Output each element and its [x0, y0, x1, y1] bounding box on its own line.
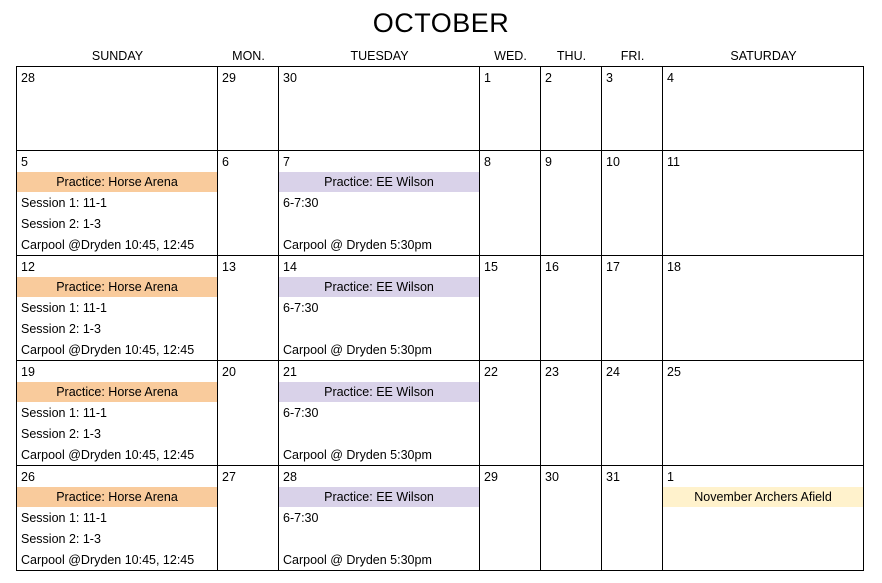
- day-number: 12: [21, 260, 35, 274]
- day-cell[interactable]: [663, 151, 864, 256]
- day-number: 30: [283, 71, 297, 85]
- event-horse-arena[interactable]: Practice: Horse Arena: [17, 487, 217, 507]
- day-cell[interactable]: [17, 361, 218, 466]
- event-horse-arena[interactable]: Practice: Horse Arena: [17, 172, 217, 192]
- day-cell[interactable]: [218, 67, 279, 151]
- carpool-text: Carpool @ Dryden 5:30pm: [283, 343, 432, 357]
- header-friday: FRI.: [620, 49, 645, 63]
- header-sunday: SUNDAY: [91, 49, 144, 63]
- event-ee-wilson[interactable]: Practice: EE Wilson: [279, 487, 479, 507]
- carpool-text: Carpool @ Dryden 5:30pm: [283, 448, 432, 462]
- day-cell[interactable]: [218, 361, 279, 466]
- carpool-text: Carpool @ Dryden 5:30pm: [283, 553, 432, 567]
- day-cell[interactable]: [541, 151, 602, 256]
- day-cell[interactable]: [279, 256, 480, 361]
- day-cell[interactable]: [541, 361, 602, 466]
- day-number: 1: [484, 71, 491, 85]
- day-number: 25: [667, 365, 681, 379]
- practice-time-text: 6-7:30: [283, 196, 319, 210]
- day-number: 16: [545, 260, 559, 274]
- day-cell[interactable]: [663, 361, 864, 466]
- session-1-text: Session 1: 11-1: [21, 511, 107, 525]
- week-row: [17, 151, 864, 256]
- day-cell[interactable]: [279, 151, 480, 256]
- day-cell[interactable]: [480, 67, 541, 151]
- session-2-text: Session 2: 1-3: [21, 532, 101, 546]
- day-cell[interactable]: [480, 466, 541, 571]
- day-number: 28: [283, 470, 297, 484]
- day-number: 10: [606, 155, 620, 169]
- day-number: 8: [484, 155, 491, 169]
- day-cell[interactable]: [541, 466, 602, 571]
- session-2-text: Session 2: 1-3: [21, 427, 101, 441]
- day-number: 2: [545, 71, 552, 85]
- event-ee-wilson[interactable]: Practice: EE Wilson: [279, 382, 479, 402]
- day-number: 19: [21, 365, 35, 379]
- day-cell[interactable]: [480, 361, 541, 466]
- day-number: 5: [21, 155, 28, 169]
- day-number: 23: [545, 365, 559, 379]
- day-number: 27: [222, 470, 236, 484]
- event-ee-wilson[interactable]: Practice: EE Wilson: [279, 277, 479, 297]
- header-monday: MON.: [232, 49, 265, 63]
- day-cell[interactable]: [541, 67, 602, 151]
- day-number: 28: [21, 71, 35, 85]
- day-number: 7: [283, 155, 290, 169]
- day-cell[interactable]: [663, 466, 864, 571]
- day-cell[interactable]: [279, 67, 480, 151]
- day-cell[interactable]: [602, 67, 663, 151]
- week-row: [17, 256, 864, 361]
- day-cell[interactable]: [17, 256, 218, 361]
- week-row: [17, 67, 864, 151]
- day-number: 13: [222, 260, 236, 274]
- event-november-archers-afield[interactable]: November Archers Afield: [663, 487, 863, 507]
- day-cell[interactable]: [279, 466, 480, 571]
- session-2-text: Session 2: 1-3: [21, 217, 101, 231]
- day-number: 29: [484, 470, 498, 484]
- calendar-grid: [16, 66, 864, 571]
- day-number: 30: [545, 470, 559, 484]
- day-number: 17: [606, 260, 620, 274]
- day-cell[interactable]: [17, 67, 218, 151]
- session-1-text: Session 1: 11-1: [21, 406, 107, 420]
- day-cell[interactable]: [602, 466, 663, 571]
- day-cell[interactable]: [279, 361, 480, 466]
- header-tuesday: TUESDAY: [350, 49, 409, 63]
- session-1-text: Session 1: 11-1: [21, 301, 107, 315]
- day-number: 31: [606, 470, 620, 484]
- day-cell[interactable]: [480, 256, 541, 361]
- day-cell[interactable]: [541, 256, 602, 361]
- practice-time-text: 6-7:30: [283, 301, 319, 315]
- day-number: 6: [222, 155, 229, 169]
- day-cell[interactable]: [602, 361, 663, 466]
- week-row: [17, 361, 864, 466]
- day-cell[interactable]: [218, 151, 279, 256]
- header-wednesday: WED.: [494, 49, 527, 63]
- day-number: 24: [606, 365, 620, 379]
- day-cell[interactable]: [663, 256, 864, 361]
- session-2-text: Session 2: 1-3: [21, 322, 101, 336]
- day-cell[interactable]: [480, 151, 541, 256]
- day-number: 4: [667, 71, 674, 85]
- day-number: 14: [283, 260, 297, 274]
- day-cell[interactable]: [218, 466, 279, 571]
- header-thursday: THU.: [556, 49, 587, 63]
- day-number: 22: [484, 365, 498, 379]
- day-number: 11: [667, 155, 680, 169]
- header-saturday: SATURDAY: [730, 49, 797, 63]
- carpool-text: Carpool @Dryden 10:45, 12:45: [21, 448, 195, 462]
- day-cell[interactable]: [17, 151, 218, 256]
- event-horse-arena[interactable]: Practice: Horse Arena: [17, 382, 217, 402]
- day-number: 9: [545, 155, 552, 169]
- week-row: [17, 466, 864, 571]
- session-1-text: Session 1: 11-1: [21, 196, 107, 210]
- day-number: 3: [606, 71, 613, 85]
- event-ee-wilson[interactable]: Practice: EE Wilson: [279, 172, 479, 192]
- day-number: 20: [222, 365, 236, 379]
- day-cell[interactable]: [17, 466, 218, 571]
- day-cell[interactable]: [218, 256, 279, 361]
- event-horse-arena[interactable]: Practice: Horse Arena: [17, 277, 217, 297]
- day-number: 29: [222, 71, 236, 85]
- day-number: 1: [667, 470, 674, 484]
- day-number: 21: [283, 365, 297, 379]
- day-cell[interactable]: [602, 256, 663, 361]
- carpool-text: Carpool @Dryden 10:45, 12:45: [21, 238, 195, 252]
- day-number: 15: [484, 260, 498, 274]
- day-number: 26: [21, 470, 35, 484]
- day-number: 18: [667, 260, 681, 274]
- day-cell[interactable]: [602, 151, 663, 256]
- practice-time-text: 6-7:30: [283, 406, 319, 420]
- practice-time-text: 6-7:30: [283, 511, 319, 525]
- carpool-text: Carpool @Dryden 10:45, 12:45: [21, 553, 195, 567]
- day-cell[interactable]: [663, 67, 864, 151]
- carpool-text: Carpool @Dryden 10:45, 12:45: [21, 343, 195, 357]
- carpool-text: Carpool @ Dryden 5:30pm: [283, 238, 432, 252]
- month-title: OCTOBER: [372, 8, 510, 38]
